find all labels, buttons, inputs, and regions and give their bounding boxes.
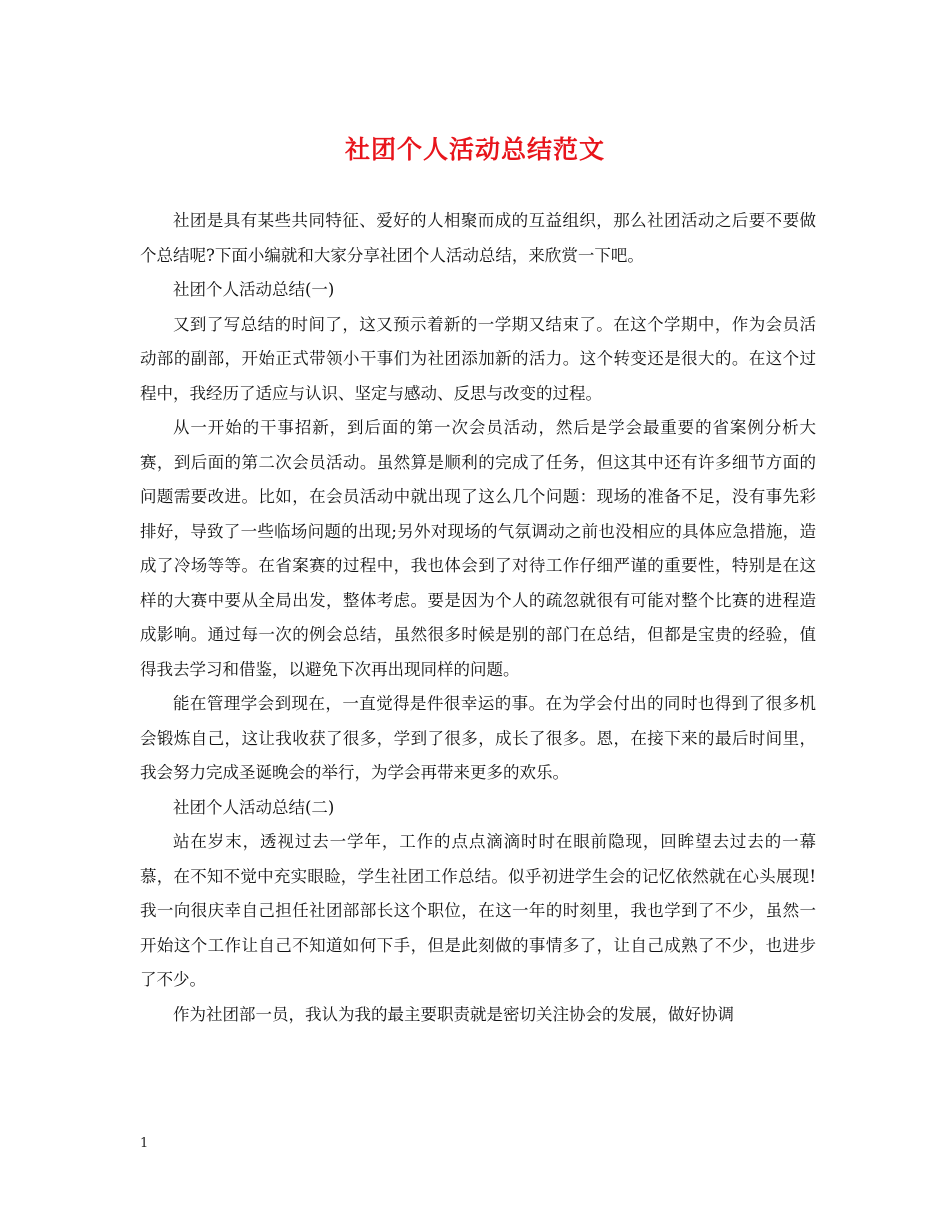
section-heading-1: 社团个人活动总结(一)	[173, 280, 335, 299]
document-body	[140, 204, 816, 1032]
body-paragraph: 能在管理学会到现在，一直觉得是件很幸运的事。在为学会付出的同时也得到了很多机会锻炼自己，这让我收获了很多，学到了很多，成长了很多。恩，在接下来的最后时间里，我会努力完成圣诞晚会的举行，为学会再带来更多的欢乐。	[140, 694, 816, 782]
section-heading-2: 社团个人活动总结(二)	[173, 797, 335, 817]
document-title: 社团个人活动总结范文	[344, 135, 605, 164]
body-paragraph-truncated: 作为社团部一员，我认为我的最主要职责就是密切关注协会的发展，做好协调	[173, 1004, 734, 1024]
intro-paragraph: 社团是具有某些共同特征、爱好的人相聚而成的互益组织，那么社团活动之后要不要做个总结呢?下面小编就和大家分享社团个人活动总结，来欣赏一下吧。	[140, 211, 816, 265]
body-paragraph: 站在岁末，透视过去一学年，工作的点点滴滴时时在眼前隐现，回眸望去过去的一幕慕，在不知不觉中充实眼睑，学生社团工作总结。似乎初进学生会的记忆依然就在心头展现!我一向很庆幸自己担任社团部部长这个职位，在这一年的时刻里，我也学到了不少，虽然一开始这个工作让自己不知道如何下手，但是此刻做的事情多了，让自己成熟了不少，也进步了不少。	[140, 832, 816, 989]
body-paragraph: 又到了写总结的时间了，这又预示着新的一学期又结束了。在这个学期中，作为会员活动部的副部，开始正式带领小干事们为社团添加新的活力。这个转变还是很大的。在这个过程中，我经历了适应与认识、坚定与感动、反思与改变的过程。	[140, 314, 816, 403]
body-paragraph: 从一开始的干事招新，到后面的第一次会员活动，然后是学会最重要的省案例分析大赛，到后面的第二次会员活动。虽然算是顺利的完成了任务，但这其中还有许多细节方面的问题需要改进。比如，在会员活动中就出现了这么几个问题：现场的准备不足，没有事先彩排好，导致了一些临场问题的出现;另外对现场的气氛调动之前也没相应的具体应急措施，造成了冷场等等。在省案赛的过程中，我也体会到了对待工作仔细严谨的重要性，特别是在这样的大赛中要从全局出发，整体考虑。要是因为个人的疏忽就很有可能对整个比赛的进程造成影响。通过每一次的例会总结，虽然很多时候是别的部门在总结，但都是宝贵的经验，值得我去学习和借鉴，以避免下次再出现同样的问题。	[140, 418, 816, 679]
page-number: 1	[140, 1136, 149, 1151]
